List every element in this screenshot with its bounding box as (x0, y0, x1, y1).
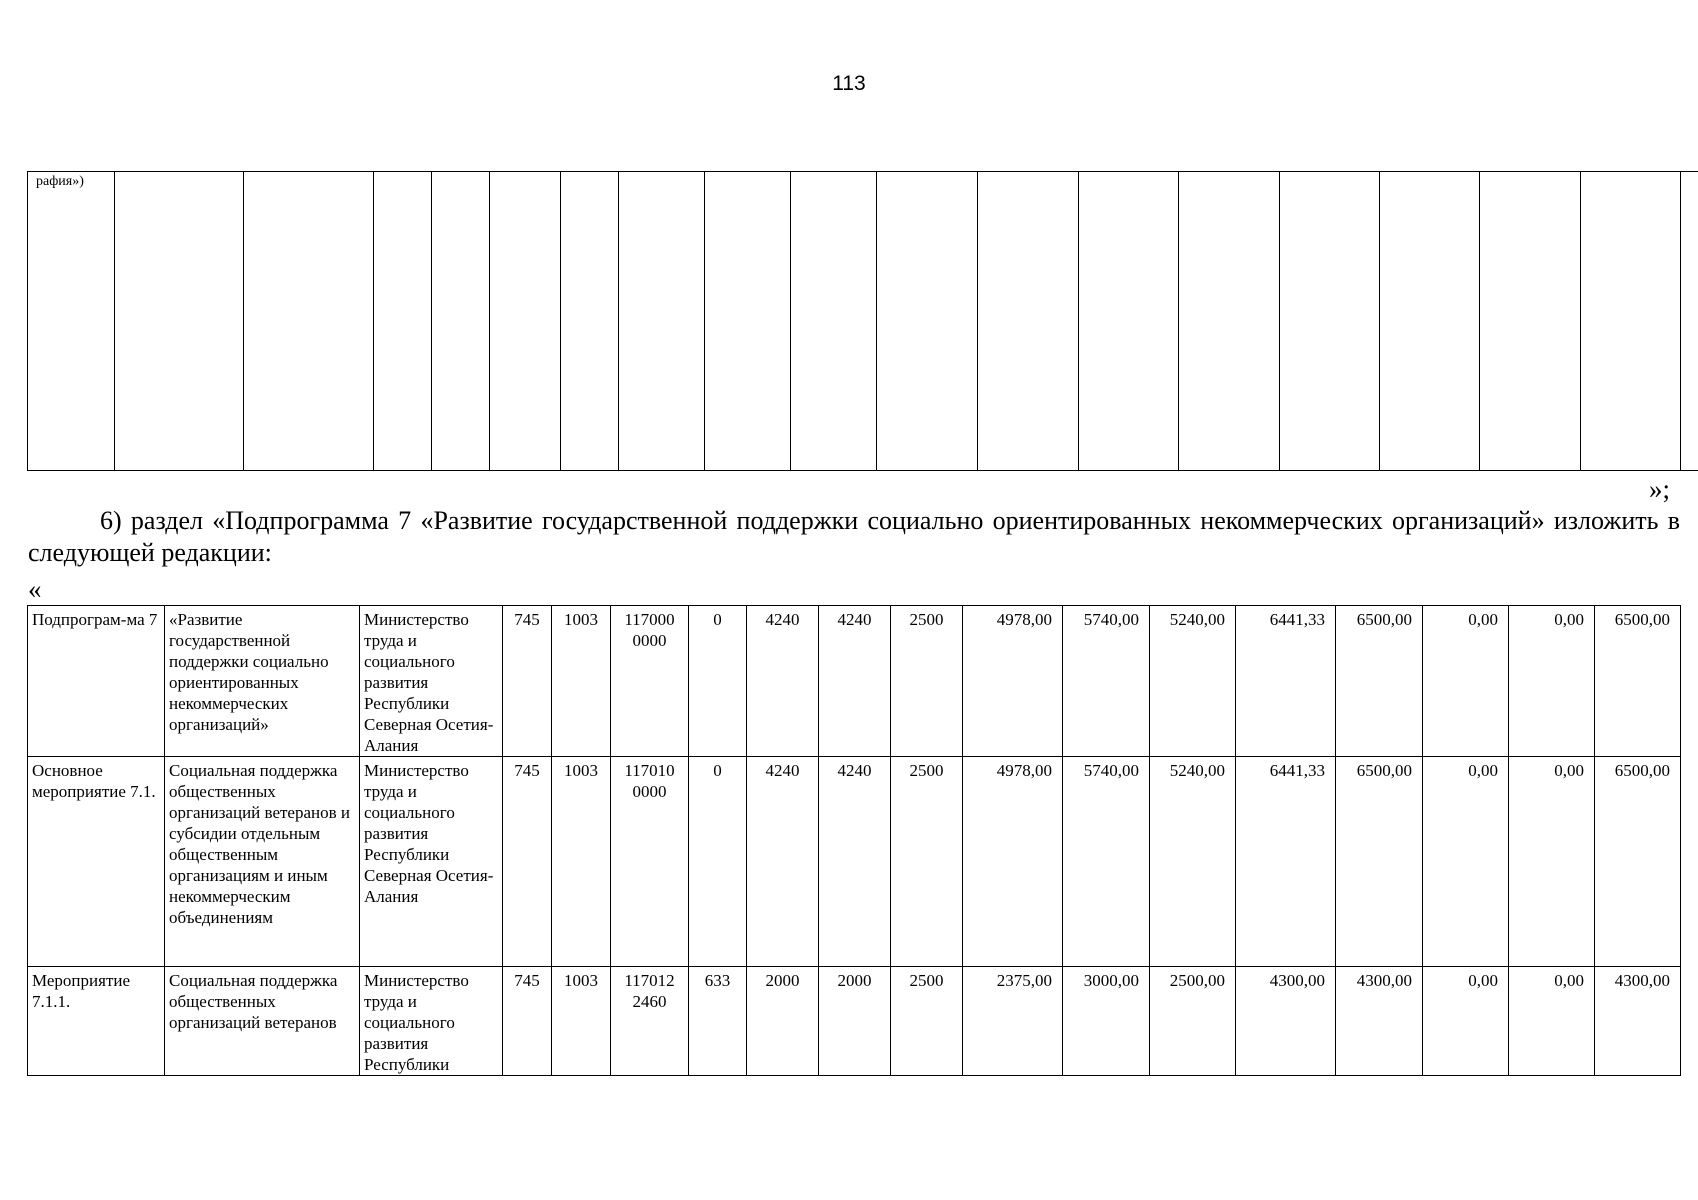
value-cell: 4240 (747, 757, 819, 967)
value-cell: 4300,00 (1336, 967, 1423, 1076)
rzpr-cell: 1003 (552, 757, 611, 967)
executor-cell: Министерство труда и социального развития Республики Северная Осетия-Алания (360, 606, 503, 757)
table-cell (374, 172, 432, 471)
name-cell: Социальная поддержка общественных организаций ветеранов (165, 967, 360, 1076)
table-cell (791, 172, 877, 471)
table-cell (1179, 172, 1280, 471)
value-cell: 2500 (891, 606, 963, 757)
table-cell (705, 172, 791, 471)
csr-cell: 117010 0000 (611, 757, 689, 967)
value-cell: 4978,00 (963, 757, 1063, 967)
table-cell (432, 172, 490, 471)
executor-cell: Министерство труда и социального развития Республики (360, 967, 503, 1076)
table-cell (1681, 172, 1698, 471)
table-cell (619, 172, 705, 471)
table-cell (1380, 172, 1480, 471)
value-cell: 0,00 (1509, 967, 1595, 1076)
name-cell: «Развитие государственной поддержки социально ориентированных некоммерческих организаций» (165, 606, 360, 757)
grbs-cell: 745 (503, 757, 552, 967)
value-cell: 4240 (747, 606, 819, 757)
table-cell (1079, 172, 1179, 471)
table-row (28, 757, 1681, 967)
csr-cell: 117000 0000 (611, 606, 689, 757)
status-cell: Основное мероприятие 7.1. (28, 757, 165, 967)
value-cell: 5240,00 (1150, 757, 1236, 967)
table-row (28, 606, 1681, 757)
table-cell: рафия») (28, 172, 115, 471)
csr-cell: 117012 2460 (611, 967, 689, 1076)
table-row (28, 172, 1698, 471)
grbs-cell: 745 (503, 606, 552, 757)
closing-quote: »; (1648, 474, 1670, 504)
table-cell (877, 172, 978, 471)
table-cell (978, 172, 1079, 471)
body-paragraph: 6) раздел «Подпрограмма 7 «Развитие государственной поддержки социально ориентированных некоммерческих организаций» изложить в следующей редакции: (28, 506, 1680, 567)
executor-cell: Министерство труда и социального развития Республики Северная Осетия-Алания (360, 757, 503, 967)
status-cell: Подпрограм-ма 7 (28, 606, 165, 757)
value-cell: 4240 (819, 606, 891, 757)
value-cell: 2500 (891, 967, 963, 1076)
value-cell: 6500,00 (1595, 606, 1681, 757)
value-cell: 6500,00 (1595, 757, 1681, 967)
grbs-cell: 745 (503, 967, 552, 1076)
table-row (28, 967, 1681, 1076)
table-cell (561, 172, 619, 471)
value-cell: 4300,00 (1595, 967, 1681, 1076)
value-cell: 2000 (819, 967, 891, 1076)
value-cell: 0,00 (1423, 757, 1509, 967)
value-cell: 2500 (891, 757, 963, 967)
vr-cell: 0 (689, 606, 747, 757)
value-cell: 5740,00 (1063, 757, 1150, 967)
value-cell: 4240 (819, 757, 891, 967)
value-cell: 5740,00 (1063, 606, 1150, 757)
rzpr-cell: 1003 (552, 967, 611, 1076)
table-cell (115, 172, 244, 471)
value-cell: 6441,33 (1236, 606, 1336, 757)
value-cell: 6500,00 (1336, 606, 1423, 757)
status-cell: Мероприятие 7.1.1. (28, 967, 165, 1076)
value-cell: 0,00 (1509, 757, 1595, 967)
value-cell: 5240,00 (1150, 606, 1236, 757)
value-cell: 2000 (747, 967, 819, 1076)
value-cell: 4978,00 (963, 606, 1063, 757)
table-cell (1581, 172, 1681, 471)
vr-cell: 633 (689, 967, 747, 1076)
table-cell (244, 172, 374, 471)
value-cell: 6500,00 (1336, 757, 1423, 967)
rzpr-cell: 1003 (552, 606, 611, 757)
opening-quote: « (28, 574, 42, 604)
value-cell: 0,00 (1423, 967, 1509, 1076)
value-cell: 4300,00 (1236, 967, 1336, 1076)
name-cell: Социальная поддержка общественных организаций ветеранов и субсидии отдельным общественным организациям и иным некоммерческим объединениям (165, 757, 360, 967)
value-cell: 2500,00 (1150, 967, 1236, 1076)
table-cell (1480, 172, 1581, 471)
subprogram-table (27, 605, 1681, 1076)
continuation-table (27, 171, 1698, 471)
page-number: 113 (832, 72, 866, 95)
value-cell: 0,00 (1509, 606, 1595, 757)
value-cell: 6441,33 (1236, 757, 1336, 967)
value-cell: 2375,00 (963, 967, 1063, 1076)
table-cell (490, 172, 561, 471)
table-cell (1280, 172, 1380, 471)
value-cell: 3000,00 (1063, 967, 1150, 1076)
value-cell: 0,00 (1423, 606, 1509, 757)
vr-cell: 0 (689, 757, 747, 967)
